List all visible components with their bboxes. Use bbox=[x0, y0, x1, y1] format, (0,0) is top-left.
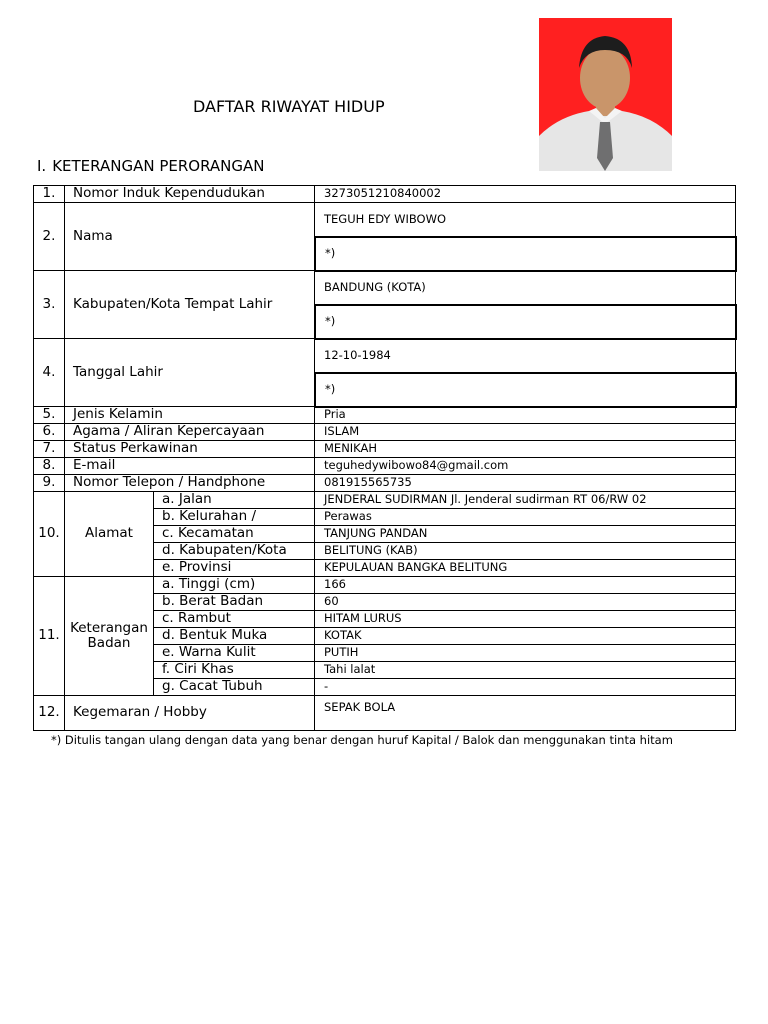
address-village-label: b. Kelurahan / bbox=[153, 508, 315, 526]
body-weight-label: b. Berat Badan bbox=[153, 593, 315, 611]
name-handwritten-field: *) bbox=[314, 236, 737, 272]
row-8-label: E-mail bbox=[64, 457, 315, 475]
row-5-label: Jenis Kelamin bbox=[64, 406, 315, 424]
phone-value: 081915565735 bbox=[314, 474, 736, 492]
address-district-label: c. Kecamatan bbox=[153, 525, 315, 543]
birthplace-handwritten-field: *) bbox=[314, 304, 737, 340]
row-7-number: 7. bbox=[33, 440, 65, 458]
row-6-number: 6. bbox=[33, 423, 65, 441]
row-2-number: 2. bbox=[33, 202, 65, 271]
distinct-mark-label: f. Ciri Khas bbox=[153, 661, 315, 679]
name-value: TEGUH EDY WIBOWO bbox=[314, 202, 736, 237]
birthplace-value: BANDUNG (KOTA) bbox=[314, 270, 736, 305]
row-5-number: 5. bbox=[33, 406, 65, 424]
address-district-value: TANJUNG PANDAN bbox=[314, 525, 736, 543]
disability-value: - bbox=[314, 678, 736, 696]
row-4-label: Tanggal Lahir bbox=[64, 338, 315, 407]
row-1-number: 1. bbox=[33, 185, 65, 203]
nik-value: 3273051210840002 bbox=[314, 185, 736, 203]
row-2-label: Nama bbox=[64, 202, 315, 271]
section-number: I. bbox=[37, 157, 47, 175]
body-height-label: a. Tinggi (cm) bbox=[153, 576, 315, 594]
address-street-value: JENDERAL SUDIRMAN Jl. Jenderal sudirman RT 06/RW 02 bbox=[314, 491, 736, 509]
section-heading bbox=[37, 157, 264, 175]
document-title: DAFTAR RIWAYAT HIDUP bbox=[193, 97, 385, 116]
row-4-number: 4. bbox=[33, 338, 65, 407]
row-10-number: 10. bbox=[33, 491, 65, 577]
row-9-label: Nomor Telepon / Handphone bbox=[64, 474, 315, 492]
distinct-mark-value: Tahi lalat bbox=[314, 661, 736, 679]
personal-info-table bbox=[33, 185, 736, 731]
row-8-number: 8. bbox=[33, 457, 65, 475]
email-value: teguhedywibowo84@gmail.com bbox=[314, 457, 736, 475]
address-village-value: Perawas bbox=[314, 508, 736, 526]
row-7-label: Status Perkawinan bbox=[64, 440, 315, 458]
footnote: *) Ditulis tangan ulang dengan data yang benar dengan huruf Kapital / Balok dan menggunakan tinta hitam bbox=[51, 733, 673, 747]
section-label: KETERANGAN PERORANGAN bbox=[52, 157, 265, 175]
row-3-label: Kabupaten/Kota Tempat Lahir bbox=[64, 270, 315, 339]
row-11-label: Keterangan Badan bbox=[64, 576, 154, 696]
row-3-number: 3. bbox=[33, 270, 65, 339]
face-shape-value: KOTAK bbox=[314, 627, 736, 645]
skin-color-label: e. Warna Kulit bbox=[153, 644, 315, 662]
religion-value: ISLAM bbox=[314, 423, 736, 441]
birthdate-handwritten-field: *) bbox=[314, 372, 737, 408]
row-6-label: Agama / Aliran Kepercayaan bbox=[64, 423, 315, 441]
portrait-image bbox=[539, 18, 672, 171]
address-street-label: a. Jalan bbox=[153, 491, 315, 509]
row-10-label: Alamat bbox=[64, 491, 154, 577]
hair-label: c. Rambut bbox=[153, 610, 315, 628]
row-11-number: 11. bbox=[33, 576, 65, 696]
address-regency-value: BELITUNG (KAB) bbox=[314, 542, 736, 560]
row-9-number: 9. bbox=[33, 474, 65, 492]
body-height-value: 166 bbox=[314, 576, 736, 594]
address-province-value: KEPULAUAN BANGKA BELITUNG bbox=[314, 559, 736, 577]
profile-photo bbox=[539, 18, 672, 171]
row-12-label: Kegemaran / Hobby bbox=[64, 695, 315, 731]
row-1-label: Nomor Induk Kependudukan bbox=[64, 185, 315, 203]
skin-color-value: PUTIH bbox=[314, 644, 736, 662]
gender-value: Pria bbox=[314, 406, 736, 424]
row-12-number: 12. bbox=[33, 695, 65, 731]
hair-value: HITAM LURUS bbox=[314, 610, 736, 628]
hobby-value: SEPAK BOLA bbox=[314, 695, 736, 731]
face-shape-label: d. Bentuk Muka bbox=[153, 627, 315, 645]
disability-label: g. Cacat Tubuh bbox=[153, 678, 315, 696]
birthdate-value: 12-10-1984 bbox=[314, 338, 736, 373]
address-regency-label: d. Kabupaten/Kota bbox=[153, 542, 315, 560]
address-province-label: e. Provinsi bbox=[153, 559, 315, 577]
body-weight-value: 60 bbox=[314, 593, 736, 611]
marital-status-value: MENIKAH bbox=[314, 440, 736, 458]
